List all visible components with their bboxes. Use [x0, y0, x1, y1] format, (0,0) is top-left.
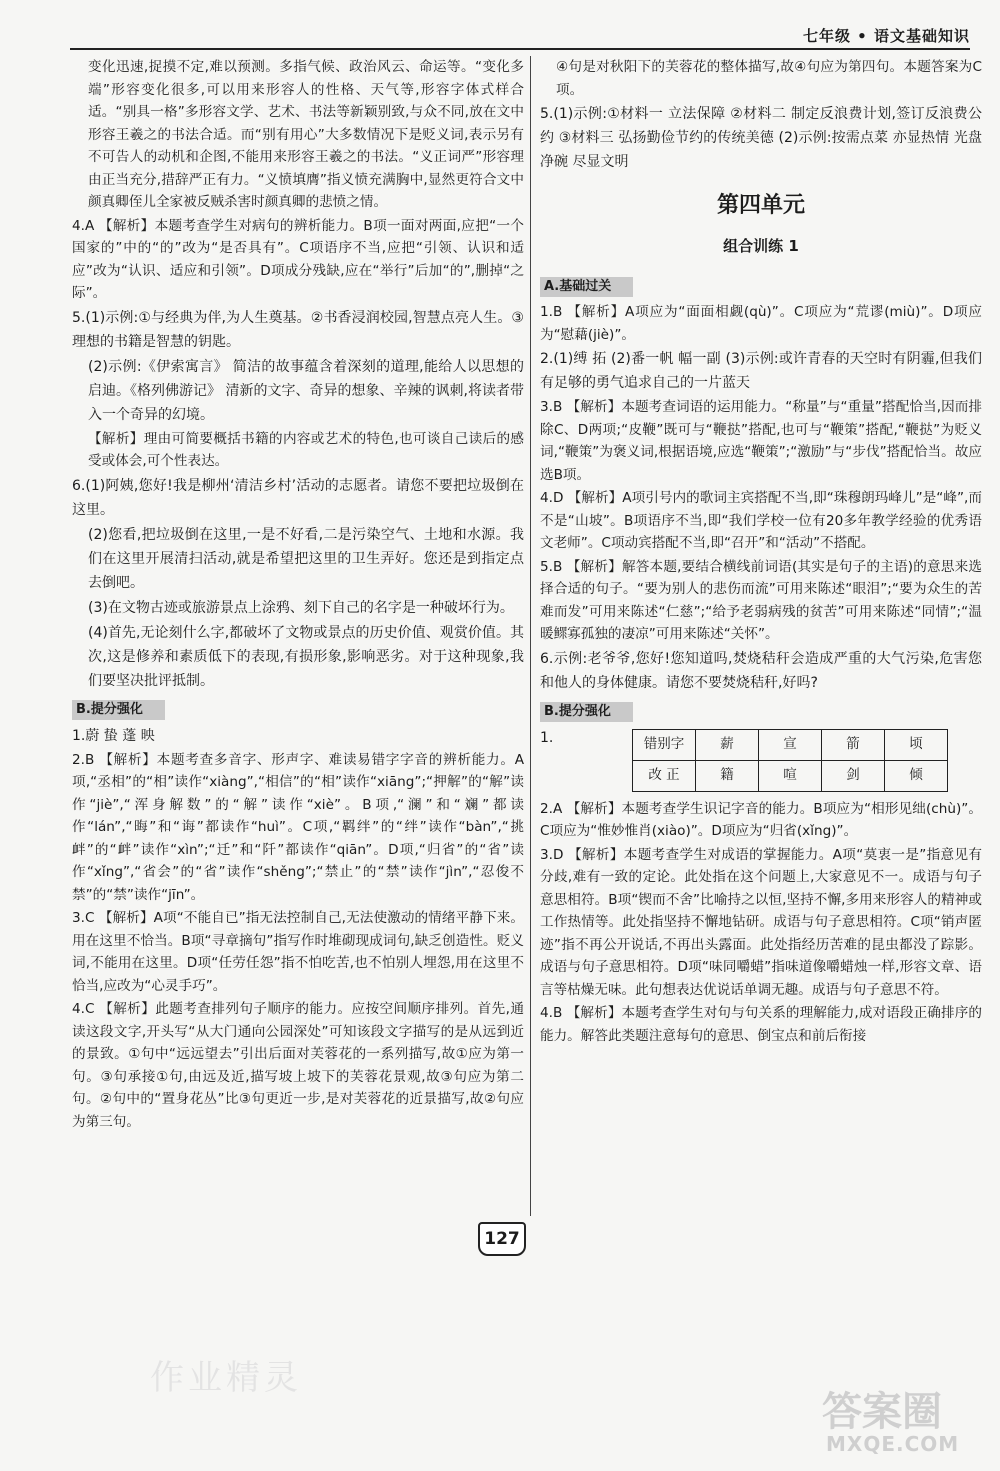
column-divider: [530, 56, 531, 1216]
watermark-text: 作业精灵: [150, 1358, 302, 1398]
table-cell: 顷: [885, 729, 948, 760]
table-cell: 箭: [822, 729, 885, 760]
answer-b3: 3.C 【解析】A项“不能自已”指无法控制自己,无法使激动的情绪平静下来。用在这里不恰当。B项“寻章摘句”指写作时堆砌现成词句,缺乏创造性。贬义词,不能用在这里。D项“任劳任怨”指不怕吃苦,也不怕别人埋怨,用在这里不恰当,应改为“心灵手巧”。: [72, 910, 524, 994]
correction-table: [632, 729, 948, 792]
unit-title: 第四单元: [716, 192, 805, 218]
answer-b4: 4.B 【解析】本题考查学生对句与句关系的理解能力,成对语段正确排序的能力。解答此类题注意每句的意思、倒宝点和前后衔接: [540, 1005, 982, 1044]
answer-a1: 1.B 【解析】A项应为“面面相觑(qù)”。C项应为“荒谬(miù)”。D项应为“慰藉(jiè)”。: [540, 304, 982, 343]
section-b-label: B.提分强化: [540, 702, 633, 722]
answer-b1-label: 1.: [540, 729, 554, 746]
table-cell: 剑: [822, 760, 885, 791]
table-cell: 宣: [759, 729, 822, 760]
right-column: [540, 56, 982, 1221]
section-a-label: A.基础过关: [540, 277, 633, 297]
analysis-5: 【解析】理由可简要概括书籍的内容或艺术的特色,也可谈自己读后的感受或体会,可个性表达。: [88, 430, 524, 469]
answer-5: 5.(1)示例:①材料一 立法保障 ②材料二 制定反浪费计划,签订反浪费公约 ③材料三 弘扬勤俭节约的传统美德 (2)示例:按需点菜 亦显热情 光盘净碗 尽显文明: [540, 106, 982, 170]
answer-5-2: (2)示例:《伊索寓言》 简洁的故事蕴含着深刻的道理,能给人以思想的启迪。《格列佛游记》 清新的文字、奇异的想象、辛辣的讽刺,将读者带入一个奇异的幻境。: [88, 358, 524, 423]
answer-continued: ④句是对秋阳下的芙蓉花的整体描写,故④句应为第四句。本题答案为C项。: [556, 59, 982, 98]
table-row: [633, 729, 948, 760]
answer-a2: 2.(1)缚 拓 (2)番一帆 幅一副 (3)示例:或许青春的天空时有阴霾,但我们有足够的勇气追求自己的一片蓝天: [540, 351, 982, 391]
watermark-logo: 答案圈: [822, 1389, 942, 1435]
answer-b3: 3.D 【解析】本题考查学生对成语的掌握能力。A项“莫衷一是”指意见有分歧,难有一致的定论。此处指在这个问题上,大家意见不一。成语与句子意思相符。B项“锲而不舍”比喻持之以恒,坚持不懈,多用来形容人的精神或工作热情等。此处指坚持不懈地钻研。成语与句子意思相符。C项“销声匿迹”指不再公开说话,不再出头露面。此处指经历苦难的昆虫都没了踪影。成语与句子意思相符。D项“味同嚼蜡”指味道像嚼蜡烛一样,形容文章、语言等枯燥无味。此句想表达优说话单调无趣。成语与句子意思不符。: [540, 846, 982, 998]
answer-b2: 2.B 【解析】本题考查多音字、形声字、难读易错字字音的辨析能力。A项,“丞相”的“相”读作“xiàng”,“相信”的“相”读作“xiāng”;“押解”的“解”读作“jiè”,“浑身解数”的“解”读作“xiè”。B项,“澜”和“斓”都读作“lán”,“晦”和“诲”都读作“huì”。C项,“羁绊”的“绊”读作“bàn”,“挑衅”的“衅”读作“xìn”;“迁”和“阡”都读作“qiān”。D项,“归省”的“省”读作“xǐng”,“省会”的“省”读作“shěng”;“禁止”的“禁”读作“jìn”,“忍俊不禁”的“禁”读作“jīn”。: [72, 751, 524, 903]
header-title: 七年级 • 语文基础知识: [802, 27, 970, 45]
answer-4: 4.A 【解析】本题考查学生对病句的辨析能力。B项一面对两面,应把“一个国家的”中的“的”改为“是否具有”。C项语序不当,应把“引领、认识和适应”改为“认识、适应和引领”。D项成分残缺,应在“举行”后加“的”,删掉“之际”。: [72, 217, 524, 301]
watermark-site: MXQE.COM: [826, 1432, 960, 1456]
answer-6-3: (3)在文物古迹或旅游景点上涂鸦、刻下自己的名字是一种破坏行为。: [88, 599, 514, 616]
table-cell: 籍: [696, 760, 759, 791]
left-column: [72, 56, 524, 1221]
table-cell: 薪: [696, 729, 759, 760]
answer-6-4: (4)首先,无论刻什么字,都破坏了文物或景点的历史价值、观赏价值。其次,这是修养和素质低下的表现,有损形象,影响恶劣。对于这种现象,我们要坚决批评抵制。: [88, 624, 524, 689]
answer-a3: 3.B 【解析】本题考查词语的运用能力。“称量”与“重量”搭配恰当,因而排除C、D两项;“皮鞭”既可与“鞭挞”搭配,也可与“鞭策”搭配,“鞭挞”为贬义词,“鞭策”为褒义词,根据语境,应选“鞭策”;“激励”与“步伐”搭配恰当。故应选B项。: [540, 399, 982, 483]
sub-title: 组合训练 1: [723, 236, 799, 255]
answer-6-2: (2)您看,把垃圾倒在这里,一是不好看,二是污染空气、土地和水源。我们在这里开展清扫活动,就是希望把这里的卫生弄好。您还是到指定点去倒吧。: [88, 526, 524, 591]
answer-a5: 5.B 【解析】解答本题,要结合横线前词语(其实是句子的主语)的意思来选择合适的句子。“要为别人的悲伤而流”可用来陈述“眼泪”;“要为众生的苦难而发”可用来陈述“仁慈”;“给予老弱病残的贫苦”可用来陈述“同情”;“温暖鳏寡孤独的凄凉”可用来陈述“关怀”。: [540, 558, 982, 642]
answer-5-1: 5.(1)示例:①与经典为伴,为人生奠基。②书香浸润校园,智慧点亮人生。③理想的书籍是智慧的钥匙。: [72, 309, 524, 350]
table-cell: 改 正: [633, 760, 696, 791]
table-cell: 喧: [759, 760, 822, 791]
paragraph: 变化迅速,捉摸不定,难以预测。多指气候、政治风云、命运等。“变化多端”形容变化很多,可以用来形容人的性格、天气等,形容字体式样合适。“别具一格”多形容文学、艺术、书法等新颖别致,与众不同,放在文中形容王羲之的书法合适。而“别有用心”大多数情况下是贬义词,表示另有不可告人的动机和企图,不能用来形容王羲之的书法。“义正词严”形容理由正当充分,措辞严正有力。“义愤填膺”指义愤充满胸中,显然更符合文中颜真卿侄儿全家被反贼杀害时颜真卿的悲愤之情。: [88, 59, 524, 210]
answer-6-1: 6.(1)阿姨,您好!我是柳州‘清洁乡村’活动的志愿者。请您不要把垃圾倒在这里。: [72, 477, 524, 518]
table-cell: 倾: [885, 760, 948, 791]
answer-b1: 1.蔚 蛰 蓬 映: [72, 727, 155, 744]
table-row: [633, 760, 948, 791]
table-cell: 错别字: [633, 729, 696, 760]
page-number: 127: [478, 1222, 526, 1256]
answer-b4: 4.C 【解析】此题考查排列句子顺序的能力。应按空间顺序排列。首先,通读这段文字,开头写“从大门通向公园深处”可知该段文字描写的是从远到近的景致。①句中“远远望去”引出后面对芙蓉花的一系列描写,故①应为第一句。③句承接①句,由远及近,描写坡上坡下的芙蓉花景观,故③句应为第二句。②句中的“置身花丛”比③句更近一步,是对芙蓉花的近景描写,故②句应为第三句。: [72, 1001, 524, 1130]
answer-b2: 2.A 【解析】本题考查学生识记字音的能力。B项应为“相形见绌(chù)”。C项应为“惟妙惟肖(xiào)”。D项应为“归省(xǐng)”。: [540, 800, 982, 839]
section-b-label: B.提分强化: [72, 700, 165, 720]
answer-a6: 6.示例:老爷爷,您好!您知道吗,焚烧秸秆会造成严重的大气污染,危害您和他人的身体健康。请您不要焚烧秸秆,好吗?: [540, 650, 982, 691]
answer-a4: 4.D 【解析】A项引号内的歌词主宾搭配不当,即“珠穆朗玛峰儿”是“峰”,而不是“山坡”。B项语序不当,即“我们学校一位有20多年教学经验的优秀语文老师”。C项动宾搭配不当,即“召开”和“活动”不搭配。: [540, 490, 982, 551]
page-header: [70, 18, 970, 50]
